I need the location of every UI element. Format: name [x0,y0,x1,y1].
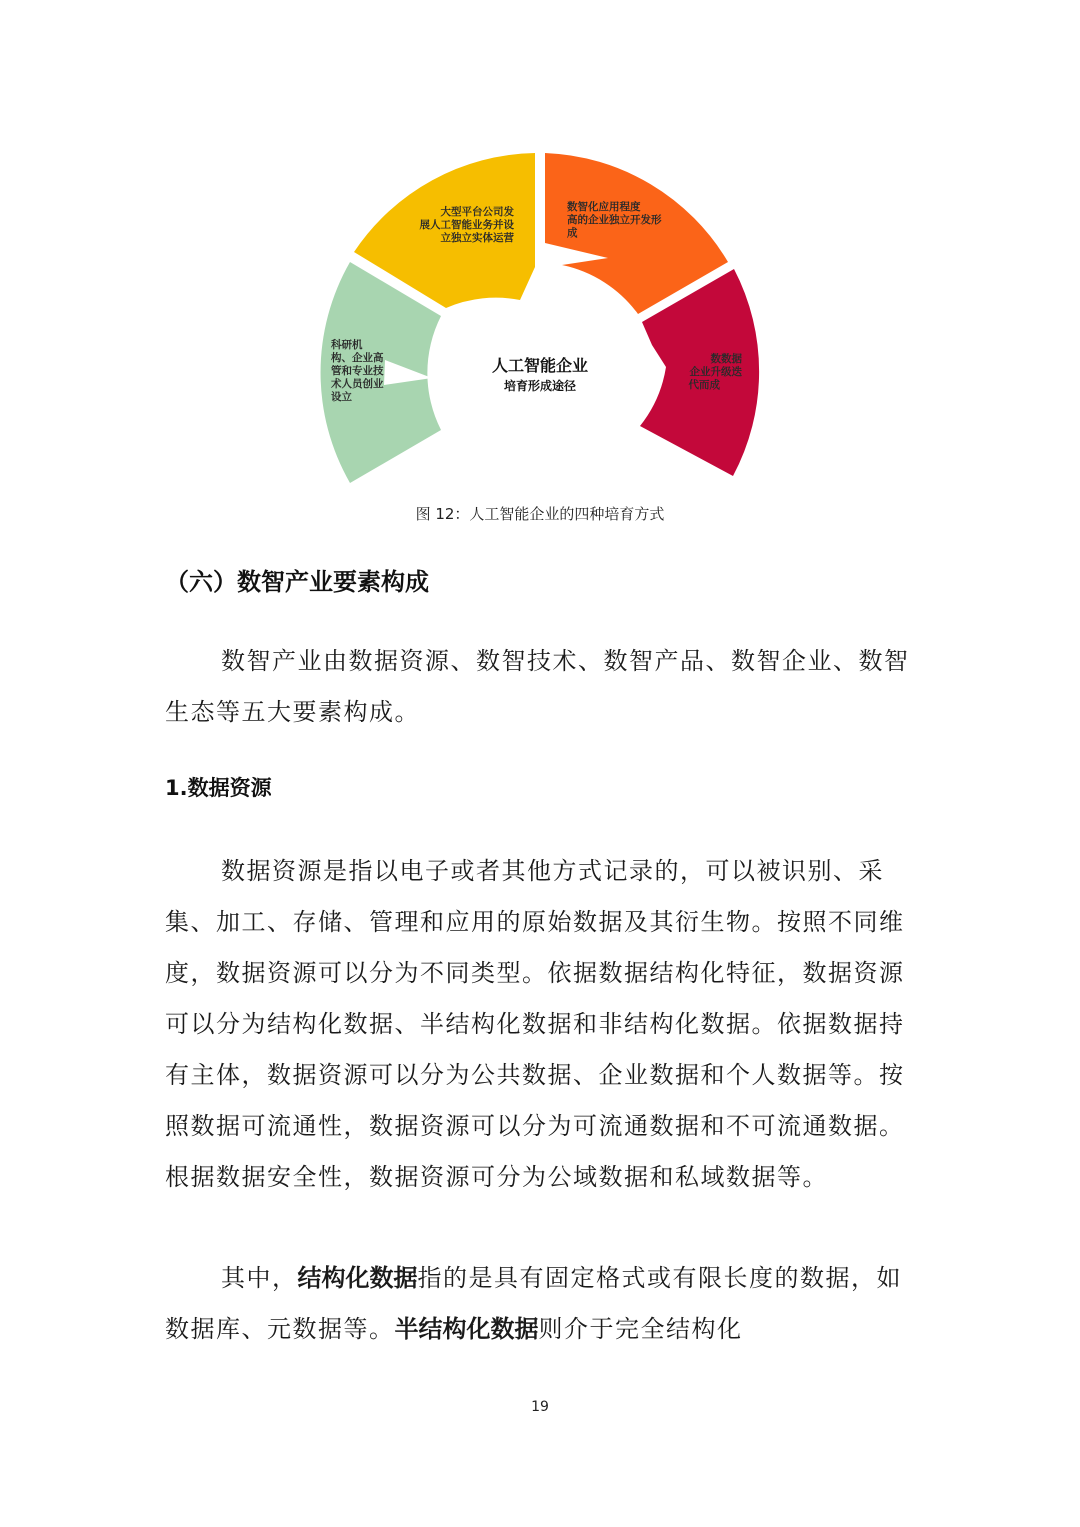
structured-data-paragraph [165,1253,917,1355]
svg-text:立独立实体运营: 立独立实体运营 [440,232,514,244]
data-resources-paragraph: 数据资源是指以电子或者其他方式记录的，可以被识别、采集、加工、存储、管理和应用的原始数据及其衍生物。按照不同维度，数据资源可以分为不同类型。依据数据结构化特征，数据资源可以分为结构化数据、半结构化数据和非结构化数据。依据数据持有主体，数据资源可以分为公共数据、企业数据和个人数据等。按照数据可流通性，数据资源可以分为可流通数据和不可流通数据。根据数据安全性，数据资源可分为公域数据和私域数据等。 [165,857,905,1191]
svg-text:术人员创业: 术人员创业 [331,378,384,390]
term-structured-data: 结构化数据 [297,1264,418,1292]
para-text: 其中， [221,1264,298,1292]
center-title: 人工智能企业 [491,356,589,375]
svg-text:管和专业技: 管和专业技 [331,365,384,377]
svg-text:展人工智能业务并设: 展人工智能业务并设 [419,219,514,231]
para-text: 则介于完全结构化 [538,1315,743,1343]
svg-text:数数据: 数数据 [710,353,742,365]
svg-text:代而成: 代而成 [688,379,720,391]
page-number: 19 [531,1399,549,1415]
svg-text:高的企业独立开发形: 高的企业独立开发形 [567,214,662,226]
term-semi-structured-data: 半结构化数据 [394,1315,539,1343]
svg-text:数智化应用程度: 数智化应用程度 [567,201,641,213]
svg-text:大型平台公司发: 大型平台公司发 [440,206,514,218]
section-intro-paragraph: 数智产业由数据资源、数智技术、数智产品、数智企业、数智生态等五大要素构成。 [165,647,910,726]
para-text: 指的是具有固定格式或有限长度的数据，如数据库、元数据等。 [165,1264,902,1343]
svg-text:科研机: 科研机 [331,339,363,351]
cultivation-pathway-diagram [0,0,1080,500]
svg-text:设立: 设立 [331,391,352,403]
figure-caption: 图 12：人工智能企业的四种培育方式 [415,505,665,523]
svg-text:企业升级迭: 企业升级迭 [689,366,742,378]
svg-text:构、企业高: 构、企业高 [331,352,384,364]
subsection-heading: 1.数据资源 [165,776,272,800]
center-subtitle: 培育形成途径 [503,379,577,393]
svg-text:成: 成 [567,227,578,239]
section-heading: （六）数智产业要素构成 [165,568,429,596]
